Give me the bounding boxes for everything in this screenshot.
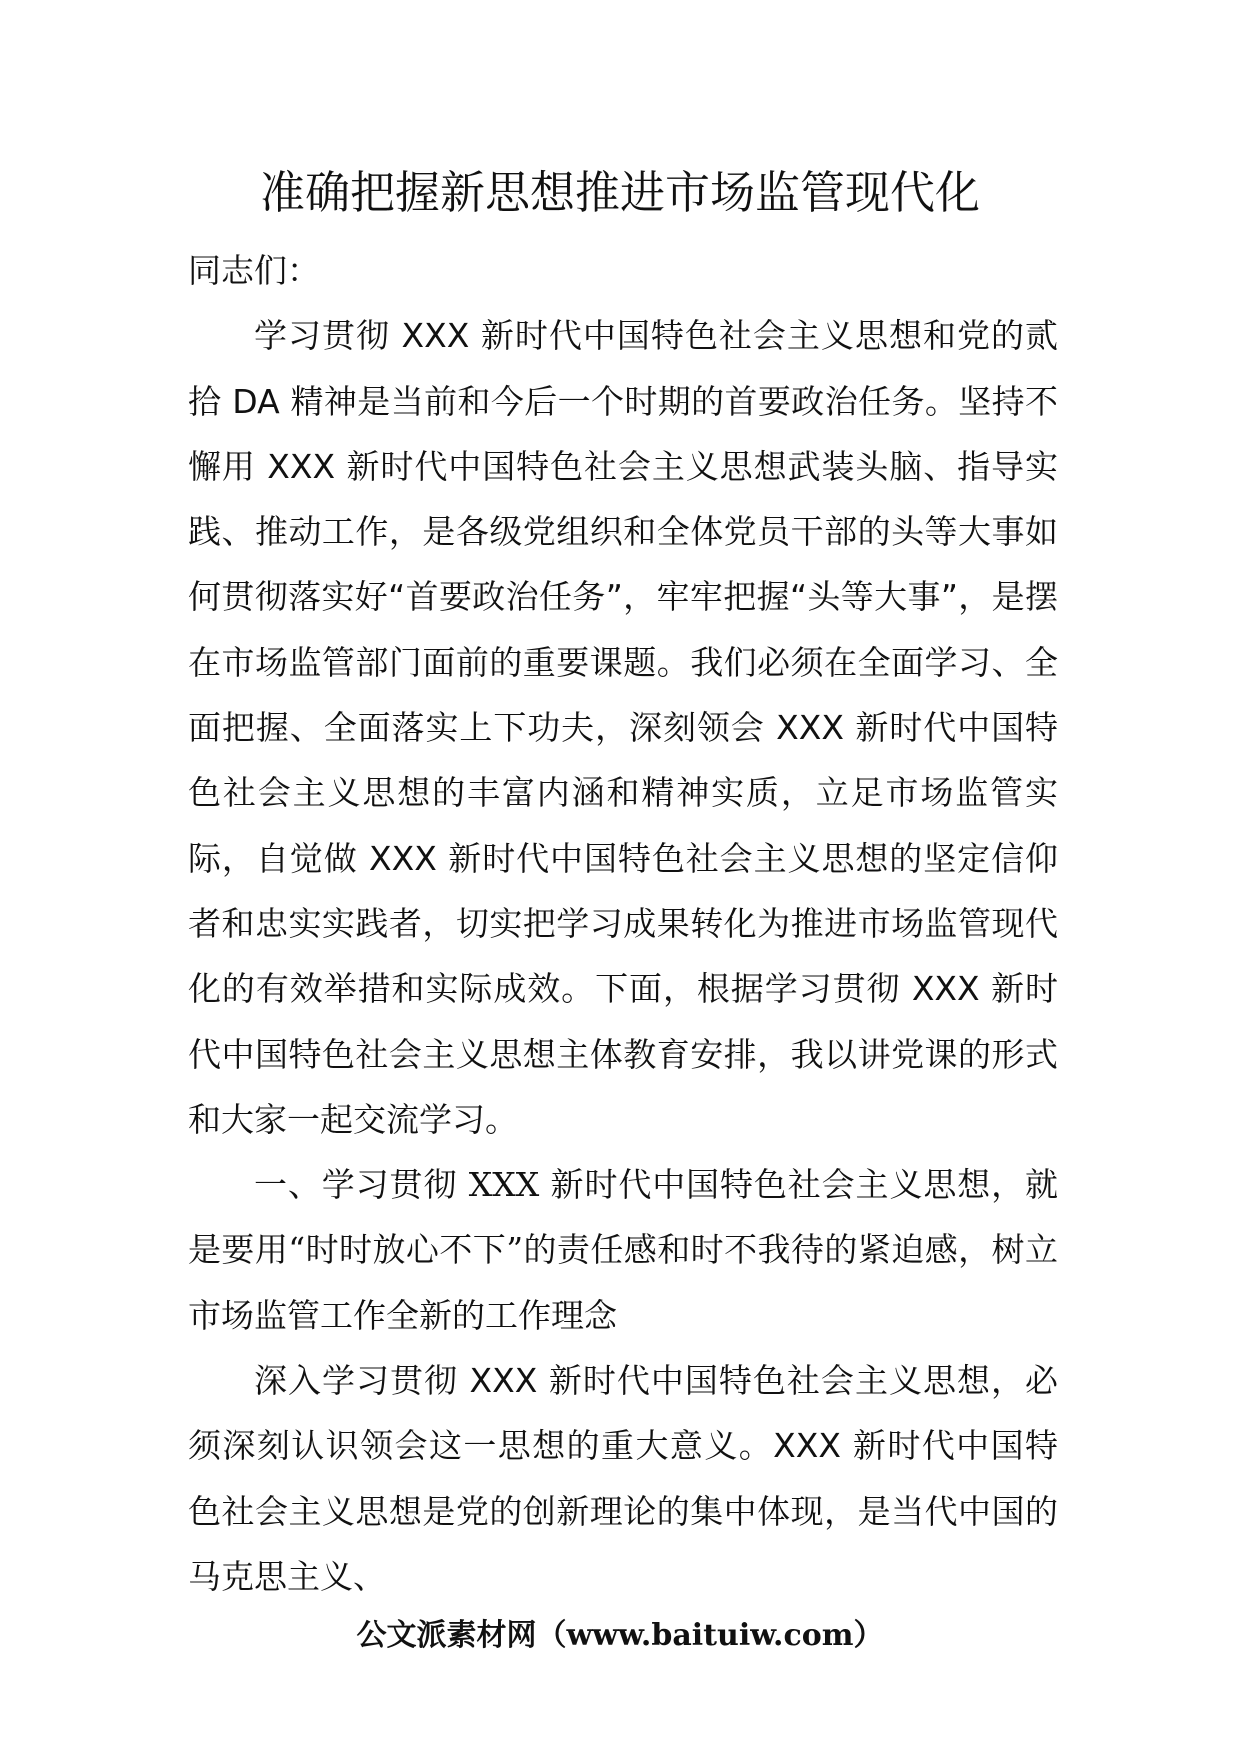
paragraph-intro: 学习贯彻 XXX 新时代中国特色社会主义思想和党的贰拾 DA 精神是当前和今后一个时期的首要政治任务。坚持不懈用 XXX 新时代中国特色社会主义思想武装头脑、指导实践、推动工作，是各级党组织和全体党员干部的头等大事如何贯彻落实好“首要政治任务”，牢牢把握“头等大事”，是摆在市场监管部门面前的重要课题。我们必须在全面学习、全面把握、全面落实上下功夫，深刻领会 XXX 新时代中国特色社会主义思想的丰富内涵和精神实质，立足市场监管实际，自觉做 XXX 新时代中国特色社会主义思想的坚定信仰者和忠实实践者，切实把学习成果转化为推进市场监管现代化的有效举措和实际成效。下面，根据学习贯彻 XXX 新时代中国特色社会主义思想主体教育安排，我以讲党课的形式和大家一起交流学习。 [188, 316, 1058, 1139]
paragraph-section-1: 深入学习贯彻 XXX 新时代中国特色社会主义思想，必须深刻认识领会这一思想的重大意义。XXX 新时代中国特色社会主义思想是党的创新理论的集中体现，是当代中国的马克思主义、 [188, 1361, 1058, 1596]
footer-watermark: 公文派素材网（www.baituiw.com） [356, 1618, 884, 1653]
document-body [188, 238, 1058, 1609]
document-title: 准确把握新思想推进市场监管现代化 [259, 166, 980, 219]
section-heading-1: 一、学习贯彻 XXX 新时代中国特色社会主义思想，就是要用“时时放心不下”的责任感和时不我待的紧迫感，树立市场监管工作全新的工作理念 [188, 1165, 1058, 1335]
salutation: 同志们： [188, 251, 320, 290]
